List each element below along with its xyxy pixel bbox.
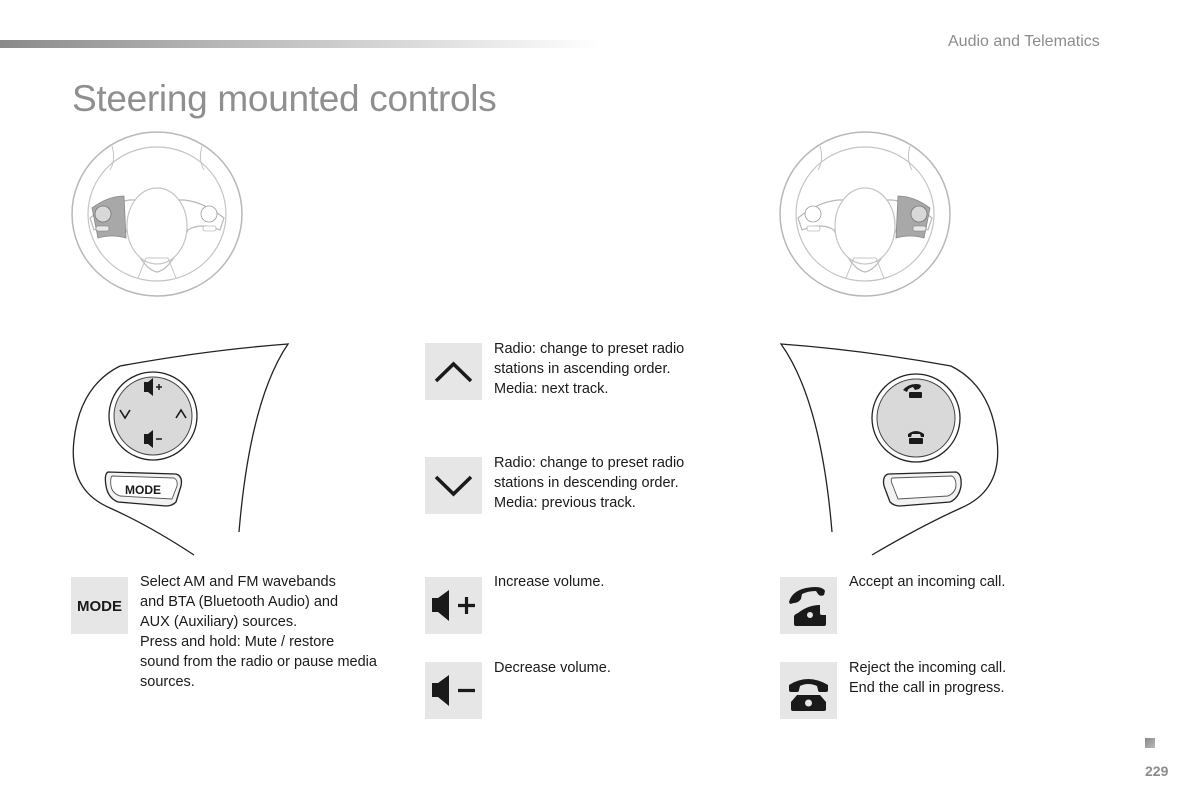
- accept-call-icon-tile: [780, 577, 837, 634]
- volume-down-icon: [425, 662, 482, 719]
- down-button-description: Radio: change to preset radio stations in descending order. Media: previous track.: [494, 455, 685, 511]
- up-button-description: Radio: change to preset radio stations in ascending order. Media: next track.: [494, 341, 685, 397]
- mode-icon-tile: [71, 577, 128, 634]
- page-corner-mark: [1145, 738, 1155, 748]
- mode-button-label: MODE: [125, 483, 161, 497]
- reject-call-description: Reject the incoming call. End the call in progress.: [849, 660, 1007, 696]
- volume-down-description: Decrease volume.: [494, 660, 611, 676]
- section-title: Audio and Telematics: [948, 33, 1100, 50]
- reject-call-icon-tile: [780, 662, 837, 719]
- left-control-pod-illustration: [68, 340, 293, 560]
- chevron-up-icon: [425, 343, 482, 400]
- next-preset-up-icon-tile: [425, 343, 482, 400]
- mode-button-description: Select AM and FM wavebands and BTA (Bluetooth Audio) and AUX (Auxiliary) sources. Press and hold: Mute / restore sound from the radio or pause media sources.: [140, 574, 377, 690]
- volume-down-icon-tile: [425, 662, 482, 719]
- volume-up-icon-tile: [425, 577, 482, 634]
- accept-call-description: Accept an incoming call.: [849, 574, 1006, 590]
- volume-up-icon: [425, 577, 482, 634]
- phone-hangup-icon: [780, 662, 837, 719]
- phone-pickup-icon: [780, 577, 837, 634]
- header-gradient-bar: [0, 40, 600, 48]
- chevron-down-icon: [425, 457, 482, 514]
- previous-preset-down-icon-tile: [425, 457, 482, 514]
- page-number: 229: [1145, 763, 1169, 779]
- steering-wheel-right-highlight-illustration: [778, 130, 953, 300]
- steering-wheel-left-highlight-illustration: [70, 130, 245, 300]
- mode-icon-label: MODE: [77, 598, 122, 615]
- right-control-pod-illustration: [778, 340, 1003, 560]
- page-title: Steering mounted controls: [72, 78, 497, 119]
- volume-up-description: Increase volume.: [494, 574, 605, 590]
